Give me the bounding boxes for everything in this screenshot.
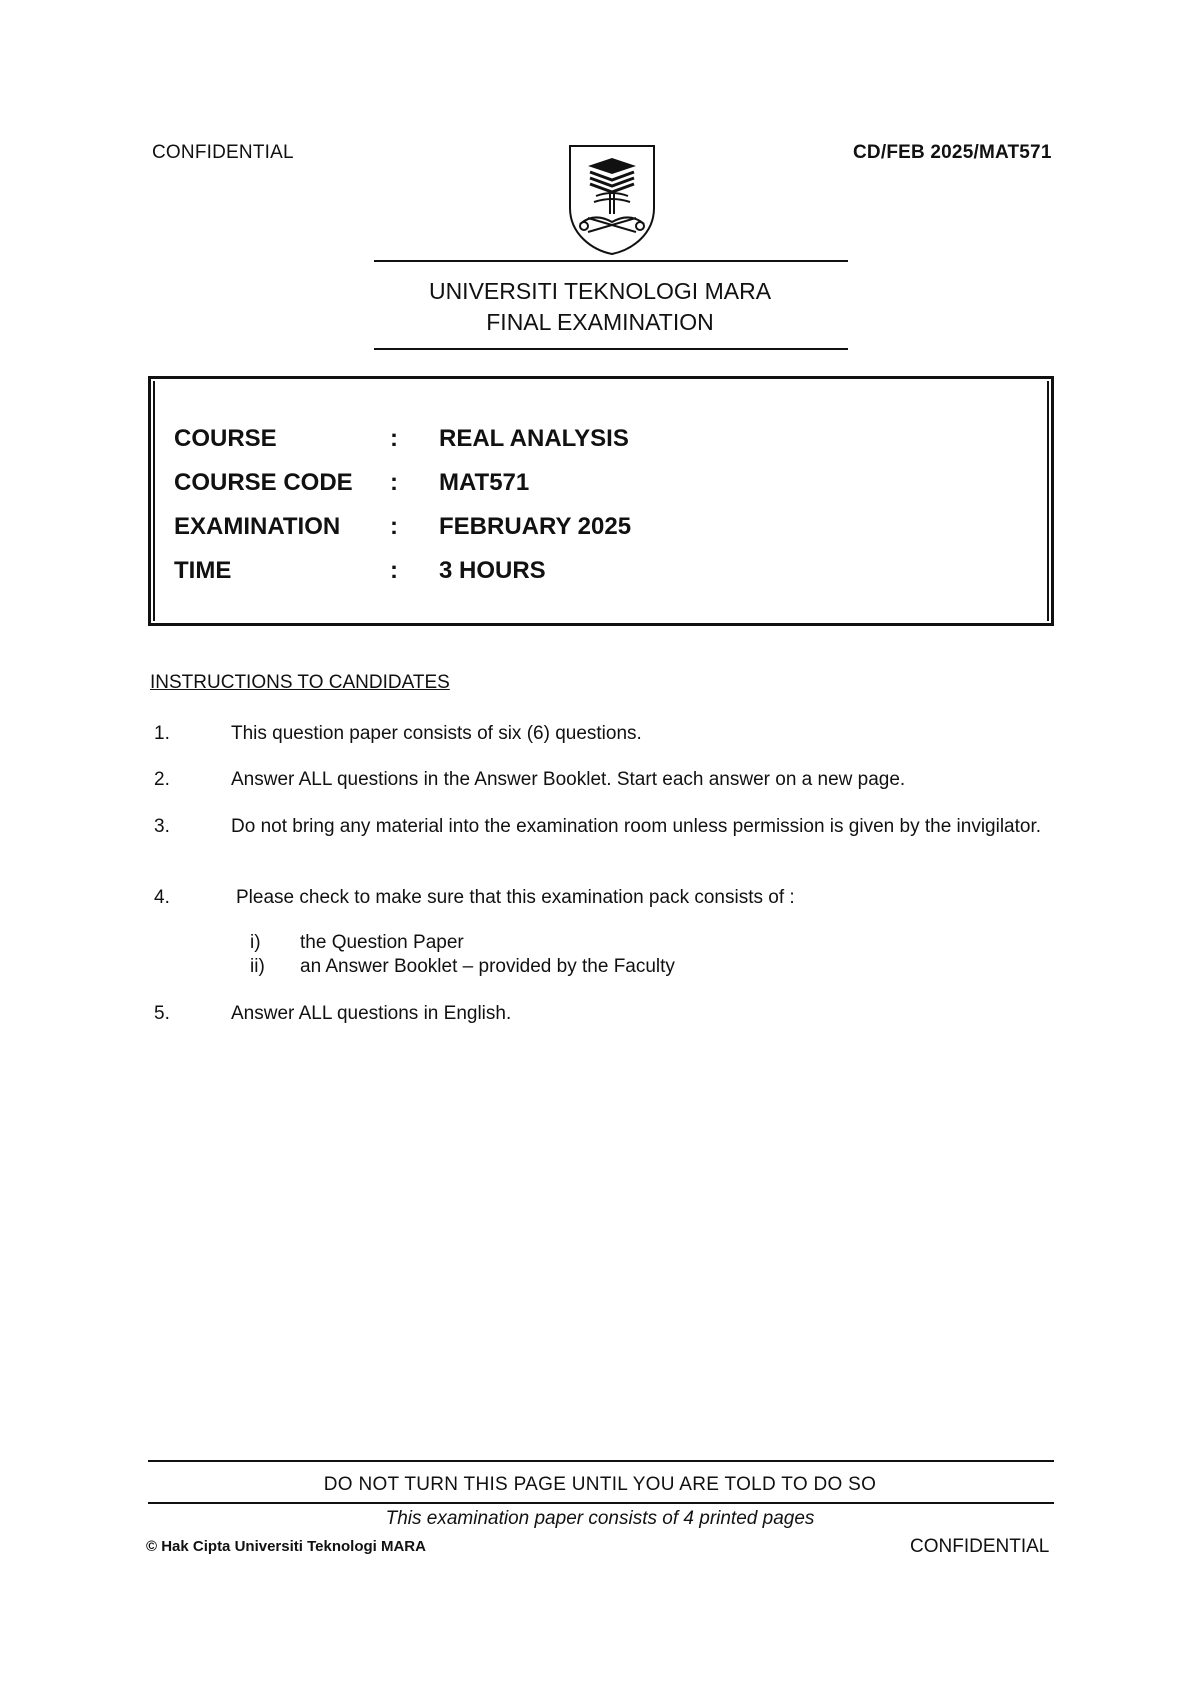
course-info-box bbox=[148, 376, 1054, 626]
instruction-text: Do not bring any material into the examination room unless permission is given by the invigilator. bbox=[231, 816, 1042, 837]
examination-value: FEBRUARY 2025 bbox=[439, 513, 632, 540]
time-value: 3 HOURS bbox=[439, 557, 546, 584]
instruction-number: 2. bbox=[154, 769, 170, 790]
instruction-text: This question paper consists of six (6) questions. bbox=[231, 723, 642, 744]
university-name: UNIVERSITI TEKNOLOGI MARA bbox=[428, 278, 772, 304]
instruction-text: Answer ALL questions in English. bbox=[231, 1003, 512, 1024]
copyright-notice: © Hak Cipta Universiti Teknologi MARA bbox=[146, 1538, 426, 1555]
course-label: COURSE bbox=[174, 425, 277, 452]
pack-item-text: an Answer Booklet – provided by the Faculty bbox=[300, 956, 675, 977]
examination-separator: : bbox=[390, 513, 398, 540]
course-code-value: MAT571 bbox=[439, 469, 530, 496]
printed-pages-note: This examination paper consists of 4 printed pages bbox=[385, 1508, 815, 1529]
instructions-title: INSTRUCTIONS TO CANDIDATES bbox=[150, 672, 450, 693]
instruction-text: Please check to make sure that this examination pack consists of : bbox=[236, 887, 795, 908]
header-confidential: CONFIDENTIAL bbox=[152, 142, 294, 163]
footer-rule-top bbox=[148, 1460, 1054, 1462]
pack-item-number: ii) bbox=[250, 956, 265, 977]
paper-code: CD/FEB 2025/MAT571 bbox=[853, 142, 1052, 163]
instruction-text: Answer ALL questions in the Answer Booklet. Start each answer on a new page. bbox=[231, 769, 906, 790]
exam-title: FINAL EXAMINATION bbox=[486, 309, 714, 335]
footer-confidential: CONFIDENTIAL bbox=[910, 1536, 1050, 1557]
pack-item-text: the Question Paper bbox=[300, 932, 464, 953]
university-crest-icon bbox=[566, 142, 658, 256]
title-rule-bottom bbox=[374, 348, 848, 350]
title-rule-top bbox=[374, 260, 848, 262]
instruction-number: 3. bbox=[154, 816, 170, 837]
pack-item-number: i) bbox=[250, 932, 261, 953]
instruction-number: 4. bbox=[154, 887, 170, 908]
instruction-number: 5. bbox=[154, 1003, 170, 1024]
examination-label: EXAMINATION bbox=[174, 513, 341, 540]
course-code-label: COURSE CODE bbox=[174, 469, 353, 496]
footer-rule-bottom bbox=[148, 1502, 1054, 1504]
course-code-separator: : bbox=[390, 469, 398, 496]
instruction-number: 1. bbox=[154, 723, 170, 744]
course-separator: : bbox=[390, 425, 398, 452]
time-separator: : bbox=[390, 557, 398, 584]
course-value: REAL ANALYSIS bbox=[439, 425, 629, 452]
time-label: TIME bbox=[174, 557, 232, 584]
do-not-turn-warning: DO NOT TURN THIS PAGE UNTIL YOU ARE TOLD TO DO SO bbox=[323, 1474, 877, 1495]
